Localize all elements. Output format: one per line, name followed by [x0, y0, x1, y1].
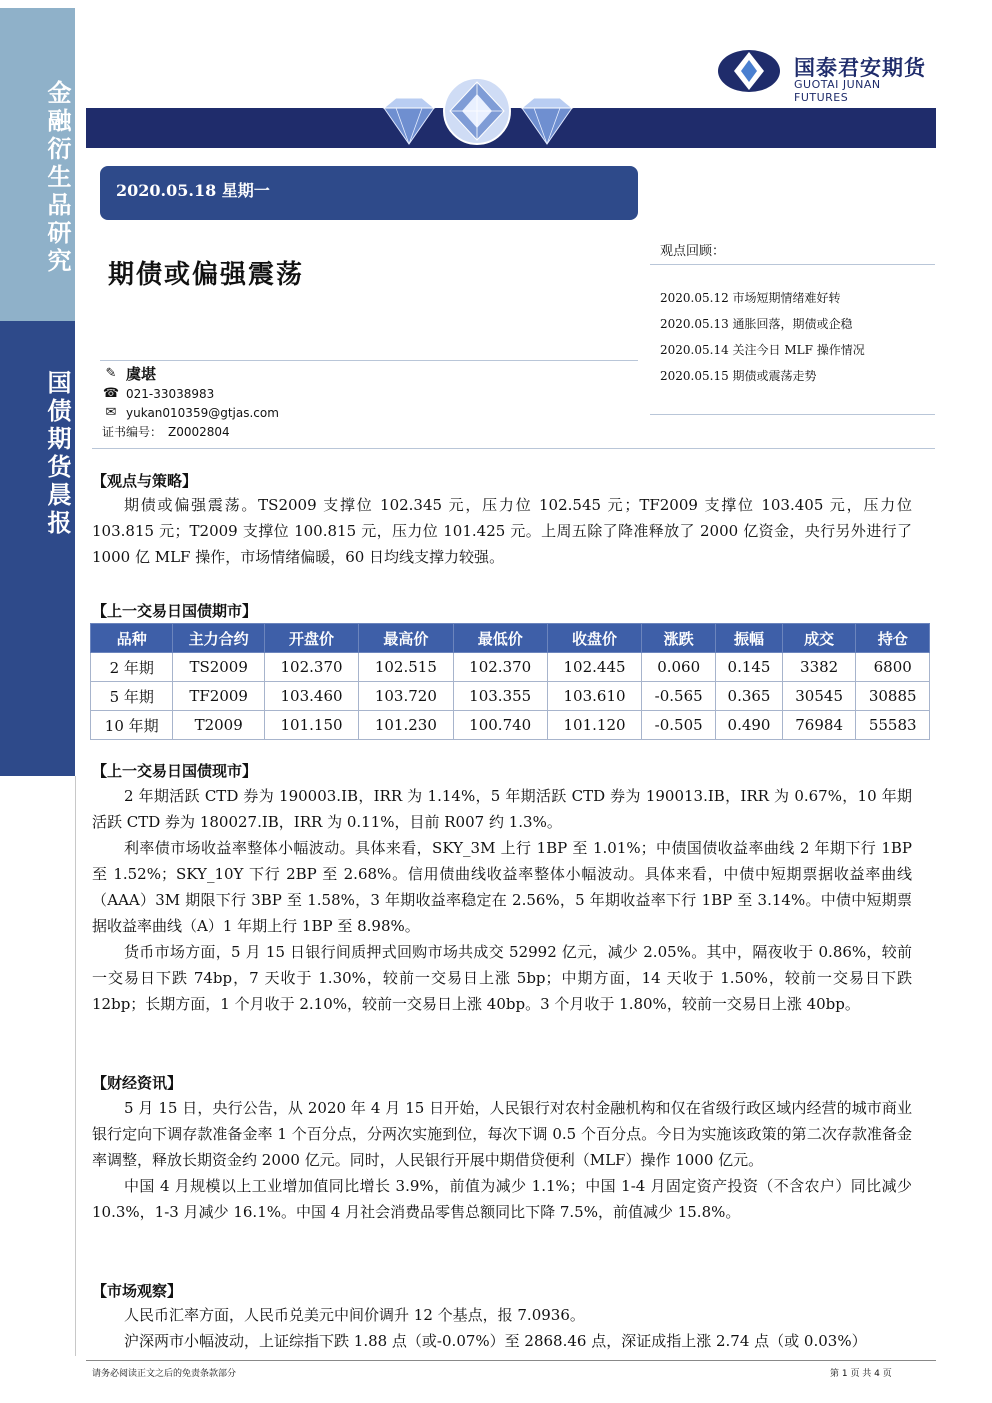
table-header-cell: 收盘价: [547, 624, 641, 653]
table-cell: 30545: [782, 682, 856, 711]
market-paragraph: 人民币汇率方面，人民币兑美元中间价调升 12 个基点，报 7.0936。: [124, 1306, 585, 1324]
spot-paragraph: 货币市场方面，5 月 15 日银行间质押式回购市场共成交 52992 亿元，减少 2.05%。其中，隔夜收于 0.86%，较前一交易日下跌 74bp，7 天收于 1.30%，较前一交易日上涨 5bp；中期方面，14 天收于 1.50%，较前一交易日下跌 12bp；长期方面，1 个月收于 2.10%，较前一交易日上涨 40bp。3 个月收于 1.80%，较前一交易日上涨 40bp。: [92, 943, 912, 1013]
table-row: [91, 653, 930, 682]
market-paragraphs: [92, 1302, 912, 1354]
table-header-cell: 开盘价: [264, 624, 358, 653]
table-cell: 102.445: [547, 653, 641, 682]
table-cell: 6800: [856, 653, 930, 682]
strategy-paragraph: [92, 492, 912, 570]
table-cell: TS2009: [173, 653, 264, 682]
section-spot-head: 【上一交易日国债现市】: [92, 762, 258, 780]
table-cell: 103.355: [453, 682, 547, 711]
news-paragraph: 中国 4 月规模以上工业增加值同比增长 3.9%，前值为减少 1.1%；中国 1-4 月固定资产投资（不含农户）同比减少 10.3%，1-3 月减少 16.1%。中国 4 月社会消费品零售总额同比下降 7.5%，前值减少 15.8%。: [92, 1177, 912, 1221]
table-cell: 76984: [782, 711, 856, 740]
brand-name-cn: 国泰君安期货: [794, 56, 926, 80]
footer-disclaimer[interactable]: 请务必阅读正文之后的免责条款部分: [92, 1369, 237, 1379]
header-bottom-divider: [92, 448, 935, 449]
table-cell: 55583: [856, 711, 930, 740]
table-header-row: [91, 624, 930, 653]
section-market-head: 【市场观察】: [92, 1282, 183, 1300]
cert-label: 证书编号：: [102, 425, 163, 439]
report-title: 期债或偏强震荡: [108, 260, 305, 290]
phone-icon: ☎: [102, 386, 120, 401]
table-cell: 3382: [782, 653, 856, 682]
table-cell: 10 年期: [91, 711, 173, 740]
table-cell: 102.370: [453, 653, 547, 682]
pen-icon: ✎: [105, 365, 117, 381]
footer-page-number: 第 1 页 共 4 页: [830, 1369, 892, 1379]
cert-number: Z0002804: [168, 424, 230, 439]
table-cell: 101.230: [359, 711, 453, 740]
strategy-text: 期债或偏强震荡。TS2009 支撑位 102.345 元，压力位 102.545 元；TF2009 支撑位 103.405 元，压力位 103.815 元；T2009 支撑位 100.815 元，压力位 101.425 元。上周五除了降准释放了 2000 亿资金，央行另外进行了 1000 亿 MLF 操作，市场情绪偏暖，60 日均线支撑力较强。: [92, 496, 912, 566]
sidebar-bottom-label: 国债期货晨报: [43, 370, 71, 538]
review-item[interactable]: 2020.05.14 关注今日 MLF 操作情况: [660, 343, 865, 357]
date-banner: [100, 166, 638, 220]
author-block: [102, 362, 279, 441]
review-item[interactable]: 2020.05.12 市场短期情绪难好转: [660, 291, 841, 305]
table-cell: -0.505: [642, 711, 716, 740]
review-title: 观点回顾：: [660, 244, 726, 259]
table-row: [91, 682, 930, 711]
table-cell: 102.515: [359, 653, 453, 682]
brand-logo: [716, 48, 936, 104]
review-divider: [650, 264, 935, 265]
futures-table: [90, 623, 930, 740]
logo-mark-icon: [716, 48, 782, 94]
review-item[interactable]: 2020.05.15 期债或震荡走势: [660, 369, 817, 383]
table-cell: 103.460: [264, 682, 358, 711]
news-paragraph: 5 月 15 日，央行公告，从 2020 年 4 月 15 日开始，人民银行对农村金融机构和仅在省级行政区域内经营的城市商业银行定向下调存款准备金率 1 个百分点，分两次实施到位，每次下调 0.5 个百分点。今日为实施该政策的第二次存款准备金率调整，释放长期资金约 2000 亿元。同时，人民银行开展中期借贷便利（MLF）操作 1000 亿元。: [92, 1099, 912, 1169]
author-email[interactable]: yukan010359@gtjas.com: [126, 405, 279, 420]
table-cell: 101.120: [547, 711, 641, 740]
title-divider: [100, 360, 638, 361]
table-cell: 0.490: [716, 711, 783, 740]
review-panel: [660, 240, 935, 389]
author-name: 虞堪: [126, 364, 157, 383]
table-cell: 102.370: [264, 653, 358, 682]
spot-paragraphs: [92, 783, 912, 1017]
report-date: 2020.05.18 星期一: [116, 181, 270, 200]
table-header-cell: 最低价: [453, 624, 547, 653]
table-header-cell: 主力合约: [173, 624, 264, 653]
market-paragraph: 沪深两市小幅波动，上证综指下跌 1.88 点（或-0.07%）至 2868.46 点，深证成指上涨 2.74 点（或 0.03%）: [124, 1332, 867, 1350]
footer-divider: [86, 1360, 936, 1361]
section-news-head: 【财经资讯】: [92, 1074, 183, 1092]
news-paragraphs: [92, 1095, 912, 1225]
table-cell: TF2009: [173, 682, 264, 711]
review-bottom-divider: [650, 414, 935, 415]
table-cell: T2009: [173, 711, 264, 740]
table-header-cell: 涨跌: [642, 624, 716, 653]
table-cell: 103.720: [359, 682, 453, 711]
sidebar-divider: [75, 776, 76, 1356]
table-cell: 0.365: [716, 682, 783, 711]
author-phone: 021-33038983: [126, 386, 215, 401]
table-cell: 0.145: [716, 653, 783, 682]
table-header-cell: 持仓: [856, 624, 930, 653]
table-row: [91, 711, 930, 740]
table-cell: -0.565: [642, 682, 716, 711]
section-futures-head: 【上一交易日国债期市】: [92, 602, 258, 620]
table-cell: 2 年期: [91, 653, 173, 682]
spot-paragraph: 利率债市场收益率整体小幅波动。具体来看，SKY_3M 上行 1BP 至 1.01%；中债国债收益率曲线 2 年期下行 1BP 至 1.52%；SKY_10Y 下行 2BP 至 2.68%。信用债曲线收益率整体小幅波动。具体来看，中债中短期票据收益率曲线（AAA）3M 期限下行 3BP 至 1.58%，3 年期收益率稳定在 2.56%，5 年期收益率下行 1BP 至 3.14%。中债中短期票据收益率曲线（A）1 年期上行 1BP 至 8.98%。: [92, 839, 912, 935]
brand-name-en: GUOTAI JUNAN FUTURES: [794, 78, 881, 104]
sidebar-top-label: 金融衍生品研究: [43, 80, 71, 276]
table-cell: 101.150: [264, 711, 358, 740]
review-item[interactable]: 2020.05.13 通胀回落，期债或企稳: [660, 317, 853, 331]
table-header-cell: 振幅: [716, 624, 783, 653]
table-header-cell: 成交: [782, 624, 856, 653]
table-header-cell: 最高价: [359, 624, 453, 653]
mail-icon: ✉: [105, 405, 117, 420]
spot-paragraph: 2 年期活跃 CTD 券为 190003.IB，IRR 为 1.14%，5 年期活跃 CTD 券为 190013.IB，IRR 为 0.67%，10 年期活跃 CTD 券为 180027.IB，IRR 为 0.11%，目前 R007 约 1.3%。: [92, 787, 912, 831]
diamond-icon: [438, 76, 516, 146]
diamond-icon: [380, 96, 438, 146]
table-cell: 103.610: [547, 682, 641, 711]
diamond-icon: [518, 96, 576, 146]
table-cell: 100.740: [453, 711, 547, 740]
table-cell: 30885: [856, 682, 930, 711]
table-cell: 5 年期: [91, 682, 173, 711]
section-strategy-head: 【观点与策略】: [92, 472, 198, 490]
table-cell: 0.060: [642, 653, 716, 682]
table-header-cell: 品种: [91, 624, 173, 653]
